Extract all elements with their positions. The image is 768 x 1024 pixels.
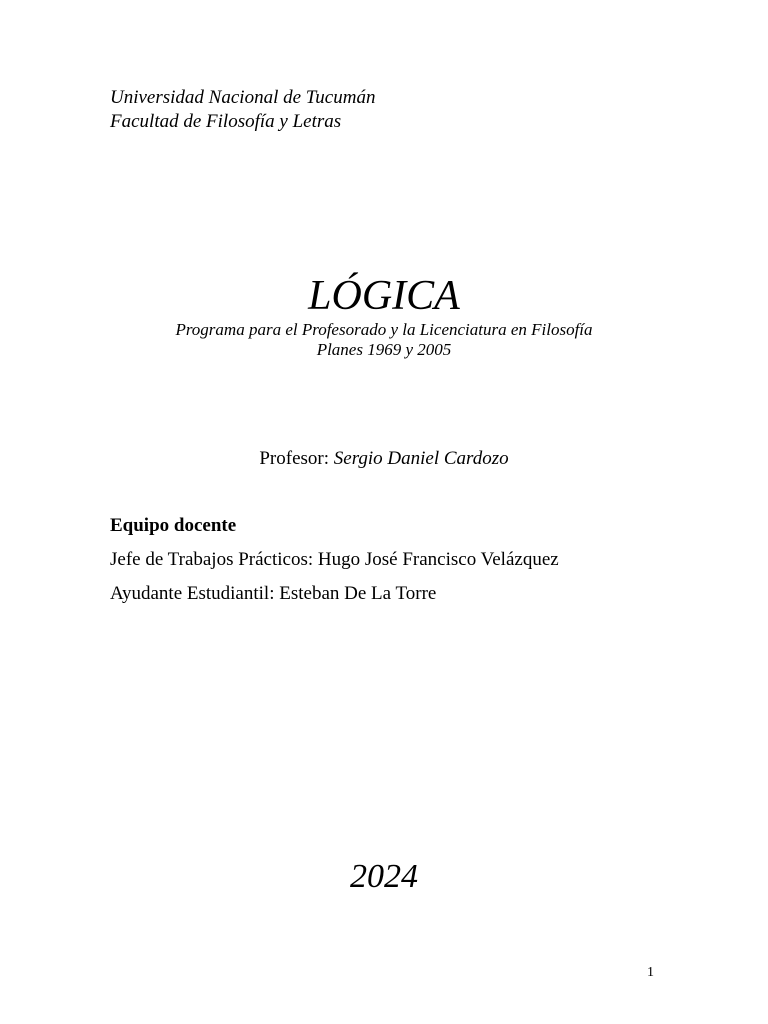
team-member-student-assistant: Ayudante Estudiantil: Esteban De La Torre (110, 583, 437, 604)
teaching-team (110, 514, 559, 606)
document-title: LÓGICA (308, 273, 460, 319)
page-number: 1 (647, 965, 654, 980)
professor-name: Sergio Daniel Cardozo (333, 448, 509, 469)
subtitle-program: Programa para el Profesorado y la Licenciatura en Filosofía (175, 320, 593, 339)
institution-block (110, 86, 375, 134)
team-heading: Equipo docente (110, 515, 237, 536)
document-year: 2024 (350, 858, 418, 895)
professor-line (0, 447, 768, 471)
professor-label: Profesor: (259, 448, 330, 469)
subtitle-plans: Planes 1969 y 2005 (316, 340, 452, 359)
university-name: Universidad Nacional de Tucumán (110, 87, 376, 108)
document-subtitle (0, 320, 768, 360)
faculty-name: Facultad de Filosofía y Letras (110, 111, 342, 132)
team-member-head-tp: Jefe de Trabajos Prácticos: Hugo José Francisco Velázquez (110, 549, 559, 570)
